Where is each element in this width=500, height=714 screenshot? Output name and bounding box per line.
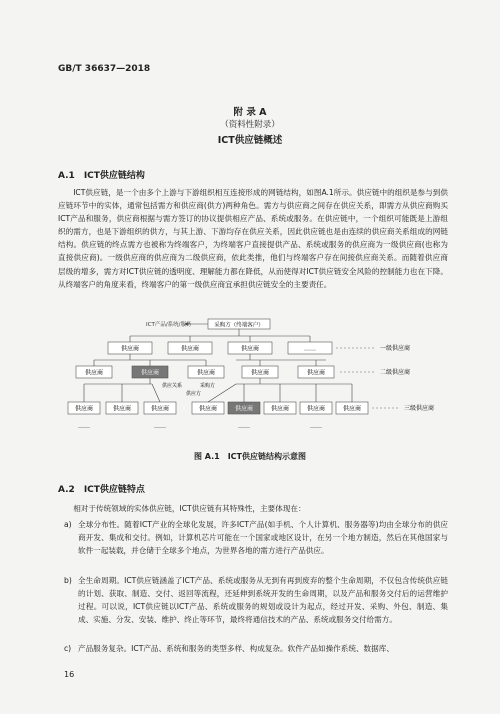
supply-relation-label: 供应关系 (162, 383, 183, 389)
svg-text:供应商: 供应商 (84, 369, 104, 377)
svg-text:供应商: 供应商 (234, 405, 254, 413)
section-a2-intro: 相对于传统领域的实体供应链，ICT供应链有其特殊性，主要体现在： (73, 504, 306, 513)
ellipsis: …… (310, 423, 322, 430)
svg-text:供应商: 供应商 (180, 345, 200, 353)
tier1-label: 一级供应商 (380, 345, 411, 352)
list-item-text: 产品服务复杂。ICT产品、系统和服务的类型多样、构成复杂。软件产品如操作系统、数据库、 (78, 644, 394, 653)
list-item (64, 574, 448, 626)
tier2-row (76, 366, 334, 378)
tier1-row (108, 342, 332, 354)
list-marker: b) (64, 576, 72, 585)
supplier-short-label: 供应方 (186, 391, 202, 397)
svg-text:供应商: 供应商 (140, 369, 160, 377)
svg-text:供应商: 供应商 (250, 369, 270, 377)
standard-id: GB/T 36637—2018 (58, 64, 151, 74)
tier3-row (68, 402, 368, 414)
annex-title: 附 录 A (233, 107, 267, 118)
svg-text:供应商: 供应商 (74, 405, 94, 413)
annex-name: ICT供应链概述 (217, 135, 283, 146)
supply-chain-diagram (60, 318, 440, 442)
page-number: 16 (64, 670, 75, 679)
ellipsis: …… (154, 423, 166, 430)
svg-text:供应商: 供应商 (342, 405, 362, 413)
svg-text:供应商: 供应商 (112, 405, 132, 413)
figure-caption: 图 A.1 ICT供应链结构示意图 (193, 452, 307, 461)
svg-text:供应商: 供应商 (306, 405, 326, 413)
buyer-short-label: 采购方 (200, 383, 216, 389)
connector (152, 384, 160, 402)
svg-text:……: …… (304, 345, 316, 353)
annex-subtitle: （资料性附录） (220, 120, 280, 130)
svg-text:供应商: 供应商 (150, 405, 170, 413)
svg-text:供应商: 供应商 (306, 369, 326, 377)
svg-text:供应商: 供应商 (270, 405, 290, 413)
tier2-label: 二级供应商 (380, 369, 411, 376)
list-item-text: 全球分布性。随着ICT产业的全球化发展，许多ICT产品(如手机、个人计算机、服务器等)均由全球分布的供应商开发、集成和交付。例如，计算机芯片可能在一个国家或地区设计，在另一个地方制造，然后在其他国家与软件一起装载，并仓储于全球多个地点，为世界各地的需方进行产品供应。 (78, 520, 448, 556)
section-heading-a2: A.2 ICT供应链特点 (58, 485, 145, 495)
list-item (64, 518, 448, 557)
list-marker: c) (64, 644, 72, 653)
svg-text:供应商: 供应商 (196, 369, 216, 377)
list-marker: a) (64, 520, 72, 529)
section-a1-paragraph: ICT供应链，是一个由多个上游与下游组织相互连接形成的网链结构，如图A.1所示。供应链中的组织是参与到供应链环节中的实体，通常包括需方和供应商(供方)两种角色。需方与供应商之间存在供应关系，即需方从供应商购买ICT产品和服务，供应商根据与需方签订的协议提供相应产品、系统或服务。在供应链中，一个组织可能既是上游组织的需方，也是下游组织的供方，与其上游、下游均存在供应关系，因此供应链也是由连续的供应商关系组成的网链结构。供应链的终点需方也被称为终端客户，为终端客户直接提供产品、系统或服务的供应商为一级供应商(也称为直接供应商)。一级供应商的供应商为二级供应商，依此类推，他们与终端客户存在间接供应商关系。而随着供应商层级的增多，需方对ICT供应链的透明度、理解能力都在降低，从而使得对ICT供应链安全风险的控制能力也在下降。从终端客户的角度来看，终端客户的第一级供应商宜承担供应链安全的主要责任。 (58, 188, 448, 289)
ellipsis: …… (78, 423, 90, 430)
tier3-label: 三级供应商 (404, 405, 435, 412)
svg-text:供应商: 供应商 (240, 345, 260, 353)
list-item (64, 642, 448, 655)
svg-text:供应商: 供应商 (198, 405, 218, 413)
product-label: ICT产品/系统/服务 (146, 322, 192, 328)
ellipsis: …… (238, 423, 250, 430)
list-item-text: 全生命周期。ICT供应链涵盖了ICT产品、系统或服务从无到有再到废弃的整个生命周期，不仅包含传统供应链的计划、获取、制造、交付、返回等流程，还延伸到系统开发的生命周期，以及产品和服务交付后的运营维护过程。可以说，ICT供应链以ICT产品、系统或服务的规划或设计为起点，经过开发、采购、外包、制造、集成、实施、分发、安装、维护、终止等环节，最终将通信技术的产品、系统或服务交付给需方。 (78, 576, 448, 625)
section-heading-a1: A.1 ICT供应链结构 (58, 171, 145, 181)
svg-text:供应商: 供应商 (120, 345, 140, 353)
buyer-label: 采购方（终端客户） (214, 322, 264, 329)
